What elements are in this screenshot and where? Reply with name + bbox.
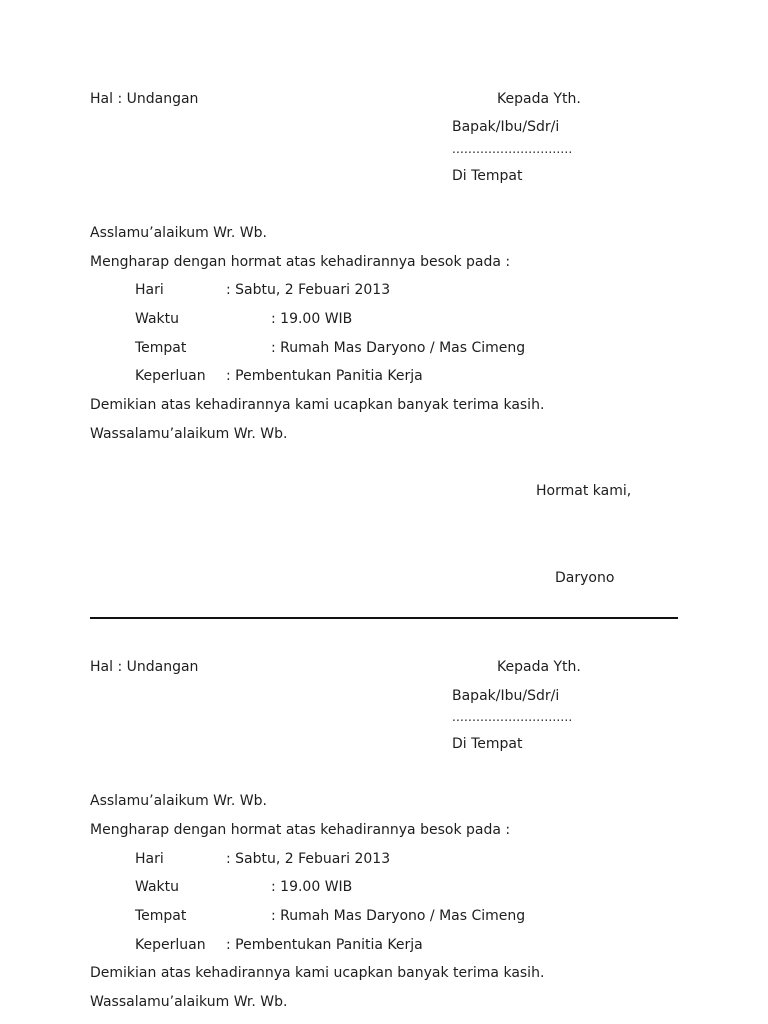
greeting: Asslamu’alaikum Wr. Wb. xyxy=(90,225,267,241)
subject-line: Hal : Undangan xyxy=(90,659,199,675)
detail-value-hari: : Sabtu, 2 Febuari 2013 xyxy=(226,851,391,867)
detail-label-keperluan: Keperluan xyxy=(135,937,206,953)
detail-value-keperluan: : Pembentukan Panitia Kerja xyxy=(226,937,423,953)
recipient-to: Kepada Yth. xyxy=(497,659,581,675)
detail-value-waktu: : 19.00 WIB xyxy=(271,879,353,895)
detail-label-tempat: Tempat xyxy=(135,340,187,356)
recipient-blank: .............................. xyxy=(452,142,573,156)
detail-value-keperluan: : Pembentukan Panitia Kerja xyxy=(226,368,423,384)
recipient-title: Bapak/Ibu/Sdr/i xyxy=(452,688,560,704)
recipient-blank: .............................. xyxy=(452,710,573,724)
intro-text: Mengharap dengan hormat atas kehadirannya besok pada : xyxy=(90,822,511,838)
farewell: Wassalamu’alaikum Wr. Wb. xyxy=(90,994,288,1010)
detail-value-tempat: : Rumah Mas Daryono / Mas Cimeng xyxy=(271,908,526,924)
recipient-place: Di Tempat xyxy=(452,736,523,752)
detail-label-tempat: Tempat xyxy=(135,908,187,924)
detail-label-keperluan: Keperluan xyxy=(135,368,206,384)
greeting: Asslamu’alaikum Wr. Wb. xyxy=(90,793,267,809)
detail-value-tempat: : Rumah Mas Daryono / Mas Cimeng xyxy=(271,340,526,356)
farewell: Wassalamu’alaikum Wr. Wb. xyxy=(90,426,288,442)
detail-label-waktu: Waktu xyxy=(135,311,179,327)
detail-label-hari: Hari xyxy=(135,282,164,298)
detail-label-hari: Hari xyxy=(135,851,164,867)
detail-value-waktu: : 19.00 WIB xyxy=(271,311,353,327)
detail-label-waktu: Waktu xyxy=(135,879,179,895)
recipient-place: Di Tempat xyxy=(452,168,523,184)
detail-value-hari: : Sabtu, 2 Febuari 2013 xyxy=(226,282,391,298)
recipient-title: Bapak/Ibu/Sdr/i xyxy=(452,119,560,135)
recipient-to: Kepada Yth. xyxy=(497,91,581,107)
intro-text: Mengharap dengan hormat atas kehadirannya besok pada : xyxy=(90,254,511,270)
cut-line-divider xyxy=(90,617,678,619)
closing-text: Demikian atas kehadirannya kami ucapkan banyak terima kasih. xyxy=(90,965,545,981)
closing-text: Demikian atas kehadirannya kami ucapkan banyak terima kasih. xyxy=(90,397,545,413)
signer-name: Daryono xyxy=(555,570,615,586)
subject-line: Hal : Undangan xyxy=(90,91,199,107)
signoff: Hormat kami, xyxy=(536,483,632,499)
